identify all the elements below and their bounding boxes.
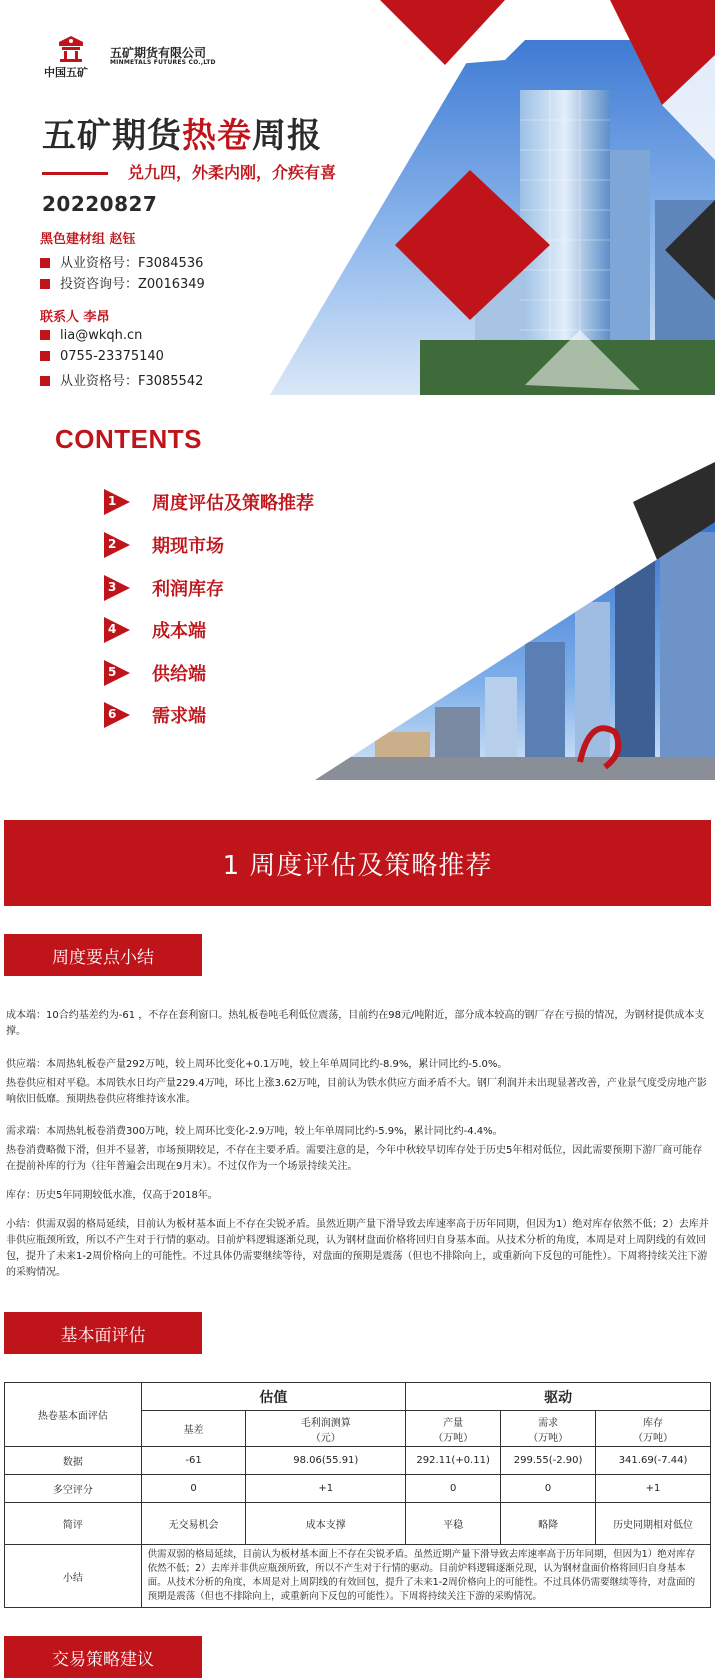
paragraph-cost: 成本端：10合约基差约为-61 ，不存在套利窗口。热轧板卷吨毛利低位震荡，目前约在98元/吨附近，部分成本较高的钢厂存在亏损的情况，为钢材提供成本支撑。 — [6, 1010, 705, 1037]
table-cell: 341.69(-7.44) — [596, 1447, 711, 1475]
table-group-valuation: 估值 — [141, 1383, 406, 1411]
table-cell: 98.06(55.91) — [246, 1447, 406, 1475]
contact-line-text: 0755-23375140 — [60, 349, 164, 364]
table-row — [5, 1475, 711, 1503]
toc-label: 需求端 — [152, 706, 206, 727]
contact-line-text: 从业资格号：F3085542 — [60, 374, 204, 389]
table-row-label: 数据 — [5, 1447, 142, 1475]
toc-marker-icon — [104, 532, 130, 558]
toc-marker-icon — [104, 489, 130, 515]
paragraph-conclusion: 小结：供需双弱的格局延续，目前认为板材基本面上不存在尖锐矛盾。虽然近期产量下滑导致去库速率高于历年同期，但因为1）绝对库存依然不低；2）去库并非供应瓶颈所致，所以不产生对于行情的驱动。目前炉料逻辑逐渐兑现，认为钢材盘面价格将回归自身基本面。从技术分析的角度，本周是对上周阴线的有效回包，提升了未来1-2周价格向上的可能性。不过具体仍需要继续等待，对盘面的预期是震荡（但也不排除向上，或重新向下反包的可能性）。下周将持续关注下游的采购情况。 — [6, 1219, 709, 1278]
company-logo-icon — [56, 34, 86, 62]
fundamental-table — [4, 1382, 711, 1608]
bullet-square-icon — [40, 258, 50, 268]
toc-number: 6 — [108, 707, 117, 721]
paragraph-supply: 供应端：本周热轧板卷产量292万吨，较上周环比变化+0.1万吨，较上年单周同比约-8.9%，累计同比约-5.0%。 — [6, 1059, 508, 1070]
table-cell: 0 — [141, 1475, 246, 1503]
paragraph-demand: 需求端：本周热轧板卷消费300万吨，较上周环比变化-2.9万吨，较上年单周同比约-5.9%，累计同比约-4.4%。 — [6, 1126, 503, 1137]
table-row-label: 小结 — [5, 1545, 142, 1608]
paragraph-inventory: 库存：历史5年同期较低水准，仅高于2018年。 — [6, 1190, 218, 1201]
paragraph-supply-detail: 热卷供应相对平稳。本周铁水日均产量229.4万吨，环比上涨3.62万吨，目前认为铁水供应方面矛盾不大。钢厂利润并未出现显著改善，产业景气度受房地产影响依旧低靡。预期热卷供应将维持该水准。 — [6, 1078, 707, 1105]
contact-line-text: lia@wkqh.cn — [60, 328, 143, 343]
table-col-header: 基差 — [141, 1411, 246, 1447]
strategy-tag: 交易策略建议 — [4, 1636, 202, 1678]
toc-marker-icon — [104, 617, 130, 643]
paragraph-demand-detail: 热卷消费略微下滑，但并不显著，市场预期较足，不存在主要矛盾。需要注意的是，今年中秋较早切库存处于历史5年相对低位，因此需要预期下游厂商可能存在提前补库的行为（往年普遍会出现在9月末）。不过仅作为一个场景持续关注。 — [6, 1145, 703, 1172]
table-cell: -61 — [141, 1447, 246, 1475]
table-cell: 292.11(+0.11) — [406, 1447, 501, 1475]
toc-item-2[interactable] — [104, 532, 224, 558]
table-col-header: 库存 （万吨） — [596, 1411, 711, 1447]
contact-email — [40, 328, 142, 343]
table-cell: +1 — [246, 1475, 406, 1503]
table-row — [5, 1545, 711, 1608]
fundamental-tag: 基本面评估 — [4, 1312, 202, 1354]
company-name-en: MINMETALS FUTURES CO.,LTD — [110, 59, 216, 66]
analyst-qualification — [40, 252, 203, 271]
contact-phone — [40, 349, 164, 364]
subtitle-rule — [42, 172, 108, 175]
table-summary-text: 供需双弱的格局延续，目前认为板材基本面上不存在尖锐矛盾。虽然近期产量下滑导致去库速率高于历年同期，但因为1）绝对库存依然不低；2）去库并非供应瓶颈所致，所以不产生对于行情的驱动。目前炉料逻辑逐渐兑现，认为钢材盘面价格将回归自身基本面。从技术分析的角度，本周是对上周阴线的有效回包，提升了未来1-2周价格向上的可能性。不过具体仍需要继续等待，对盘面的预期是震荡（但也不排除向上，或重新向下反包的可能性）。下周将持续关注下游的采购情况。 — [141, 1545, 710, 1608]
contact-qualification — [40, 370, 203, 389]
bullet-square-icon — [40, 279, 50, 289]
toc-item-4[interactable] — [104, 617, 206, 643]
logo-caption: 中国五矿 — [44, 66, 88, 79]
toc-label: 成本端 — [152, 621, 206, 642]
analyst-consult-id — [40, 273, 205, 292]
table-corner: 热卷基本面评估 — [5, 1383, 142, 1447]
table-cell: 略降 — [501, 1503, 596, 1545]
table-cell: 历史同期相对低位 — [596, 1503, 711, 1545]
company-name-cn: 五矿期货有限公司 — [110, 46, 207, 60]
table-cell: +1 — [596, 1475, 711, 1503]
contents-heading: CONTENTS — [55, 424, 202, 454]
report-date: 20220827 — [42, 192, 158, 216]
table-row-label: 简评 — [5, 1503, 142, 1545]
toc-number: 3 — [108, 580, 117, 594]
table-col-header: 毛利润测算 （元） — [246, 1411, 406, 1447]
table-row — [5, 1503, 711, 1545]
toc-label: 供给端 — [152, 664, 206, 685]
table-cell: 平稳 — [406, 1503, 501, 1545]
toc-label: 期现市场 — [152, 536, 224, 557]
contact-person: 联系人 李昂 — [40, 310, 110, 325]
toc-item-3[interactable] — [104, 575, 224, 601]
table-cell: 0 — [406, 1475, 501, 1503]
summary-tag: 周度要点小结 — [4, 934, 202, 976]
title-suffix: 周报 — [252, 116, 322, 156]
toc-number: 2 — [108, 537, 117, 551]
bullet-square-icon — [40, 330, 50, 340]
toc-label: 利润库存 — [152, 579, 224, 600]
title-prefix: 五矿期货 — [42, 116, 182, 156]
table-col-header: 需求 （万吨） — [501, 1411, 596, 1447]
toc-label: 周度评估及策略推荐 — [152, 493, 314, 514]
table-cell: 成本支撑 — [246, 1503, 406, 1545]
title-highlight: 热卷 — [182, 116, 252, 156]
table-col-header: 产量 （万吨） — [406, 1411, 501, 1447]
table-cell: 299.55(-2.90) — [501, 1447, 596, 1475]
toc-number: 5 — [108, 665, 117, 679]
bullet-square-icon — [40, 376, 50, 386]
analyst-line-text: 投资咨询号：Z0016349 — [60, 277, 205, 292]
toc-item-6[interactable] — [104, 702, 206, 728]
analyst-line-text: 从业资格号：F3084536 — [60, 256, 204, 271]
toc-marker-icon — [104, 702, 130, 728]
table-row — [5, 1447, 711, 1475]
toc-item-1[interactable] — [104, 489, 314, 515]
cover-building-graphic — [270, 0, 715, 400]
bullet-square-icon — [40, 351, 50, 361]
toc-marker-icon — [104, 660, 130, 686]
report-subtitle: 兑九四，外柔内刚，介疾有喜 — [128, 163, 337, 182]
analyst-group: 黑色建材组 赵钰 — [40, 232, 136, 247]
table-row-label: 多空评分 — [5, 1475, 142, 1503]
toc-number: 4 — [108, 622, 117, 636]
toc-number: 1 — [108, 494, 117, 508]
table-cell: 无交易机会 — [141, 1503, 246, 1545]
section-banner: 1 周度评估及策略推荐 — [4, 820, 711, 906]
contents-city-graphic — [315, 462, 715, 780]
toc-marker-icon — [104, 575, 130, 601]
table-group-driver: 驱动 — [406, 1383, 711, 1411]
table-cell: 0 — [501, 1475, 596, 1503]
toc-item-5[interactable] — [104, 660, 206, 686]
